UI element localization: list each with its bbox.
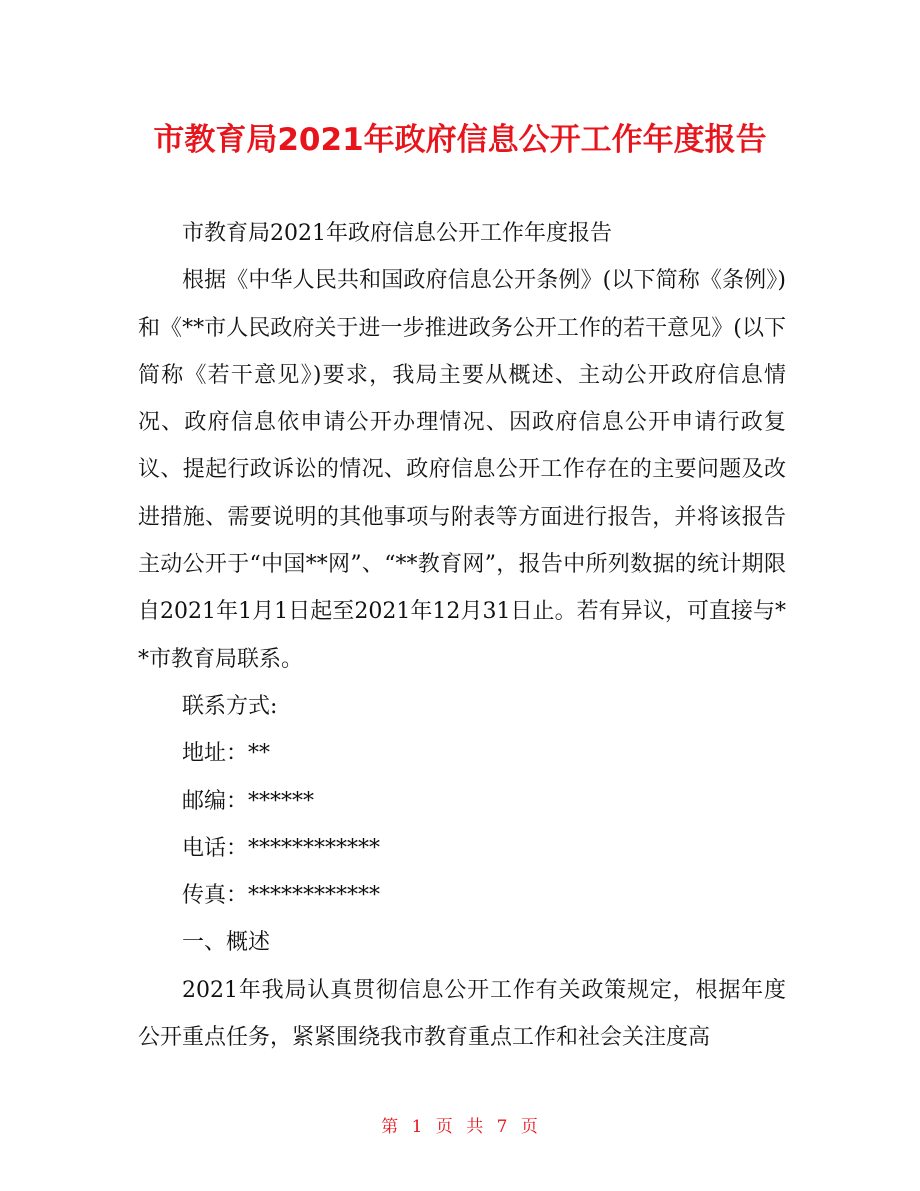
paragraph-contact-heading: 联系方式: [182,693,278,719]
paragraph-introduction: 根据《中华人民共和国政府信息公开条例》(以下简称《条例》)和《**市人民政府关于进一步推进政务公开工作的若干意见》(以下简称《若干意见》)要求，我局主要从概述、主动公开政府信息情况、政府信息依申请公开办理情况、因政府信息公开申请行政复议、提起行政诉讼的情况、政府信息公开工作存在的主要问题及改进措施、需要说明的其他事项与附表等方面进行报告，并将该报告主动公开于“中国**网”、“**教育网”，报告中所列数据的统计期限自2021年1月1日起至2021年12月31日止。若有异议，可直接与**市教育局联系。 [138,268,786,672]
document-body [138,210,786,1061]
paragraph-heading-repeat: 市教育局2021年政府信息公开工作年度报告 [182,221,612,246]
paragraph-phone: 电话：************ [182,835,381,861]
page-footer: 第 1 页 共 7 页 [381,1117,539,1137]
paragraph-overview-text: 2021年我局认真贯彻信息公开工作有关政策规定，根据年度公开重点任务，紧紧围绕我市教育重点工作和社会关注度高 [138,977,786,1051]
paragraph-fax: 传真：************ [182,883,381,909]
paragraph-section-overview: 一、概述 [182,930,271,956]
document-title: 市教育局2021年政府信息公开工作年度报告 [153,122,767,158]
paragraph-address: 地址：** [182,741,271,767]
paragraph-postcode: 邮编：****** [182,788,315,814]
